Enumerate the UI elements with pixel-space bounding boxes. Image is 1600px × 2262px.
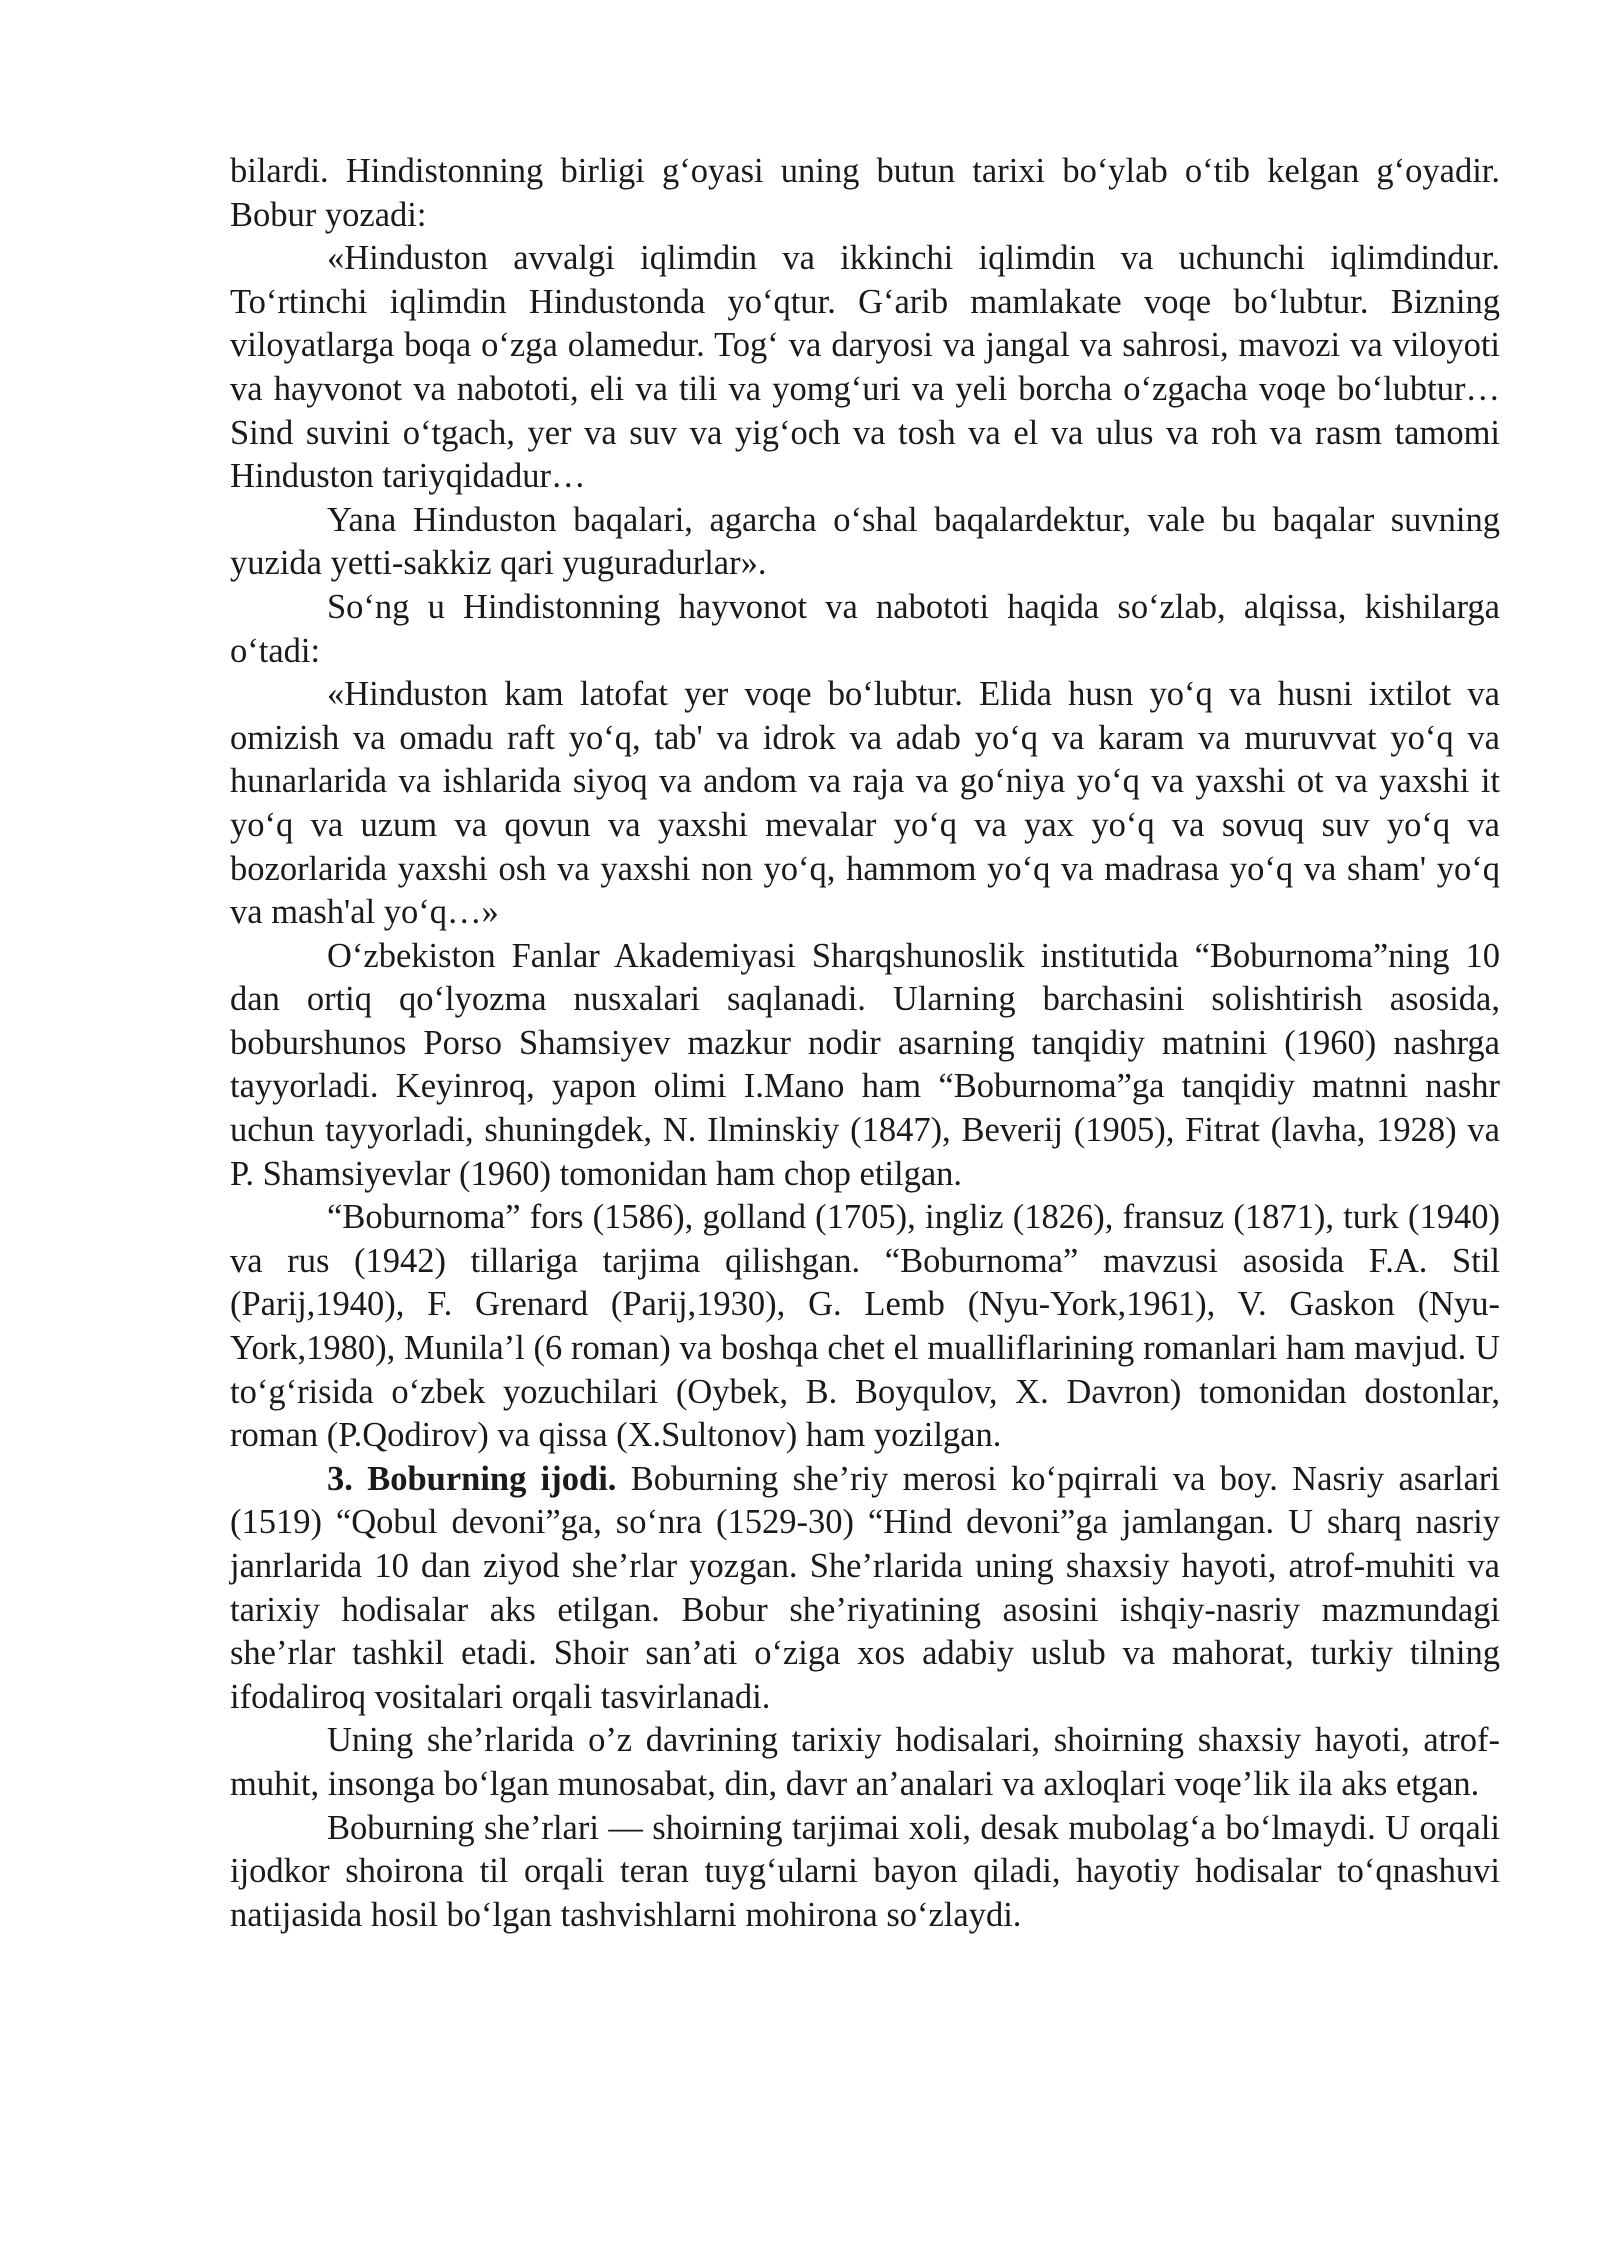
paragraph-quote-hinduston-climate: «Hinduston avvalgi iqlimdin va ikkinchi iqlimdin va uchunchi iqlimdindur. To‘rtinchi iqlimdin Hindustonda yo‘qtur. G‘arib mamlakate voqe bo‘lubtur. Bizning viloyatlarga boqa o‘zga olamedur. Tog‘ va daryosi va jangal va sahrosi, mavozi va viloyoti va hayvonot va nabototi, eli va tili va yomg‘uri va yeli borcha o‘zgacha voqe bo‘lubtur… Sind suvini o‘tgach, yer va suv va yig‘och va tosh va el va ulus va roh va rasm tamomi Hinduston tariyqidadur… (230, 239, 1500, 496)
paragraph-continuation: bilardi. Hindistonning birligi g‘oyasi uning butun tarixi bo‘ylab o‘tib kelgan g‘oyadir. Bobur yozadi: (230, 152, 1500, 234)
paragraph-poems-biography: Boburning she’rlari — shoirning tarjimai xoli, desak mubolag‘a bo‘lmaydi. U orqali ijodkor shoirona til orqali teran tuyg‘ularni bayon qiladi, hayotiy hodisalar to‘qnashuvi natijasida hosil bo‘lgan tashvishlarni mohirona so‘zlaydi. (230, 1808, 1500, 1934)
paragraph-quote-hinduston-people: «Hinduston kam latofat yer voqe bo‘lubtur. Elida husn yo‘q va husni ixtilot va omizish va omadu raft yo‘q, tab' va idrok va adab yo‘q va karam va muruvvat yo‘q va hunarlarida va ishlarida siyoq va andom va raja va go‘niya yo‘q va yaxshi ot va yaxshi it yo‘q va uzum va qovun va yaxshi mevalar yo‘q va yax yo‘q va sovuq suv yo‘q va bozorlarida yaxshi osh va yaxshi non yo‘q, hammom yo‘q va madrasa yo‘q va sham' yo‘q va mash'al yo‘q…» (230, 675, 1500, 932)
section-body-text: Boburning she’riy merosi ko‘pqirrali va boy. Nasriy asarlari (1519) “Qobul devoni”ga, so‘nra (1529-30) “Hind devoni”ga jamlangan. U sharq nasriy janrlarida 10 dan ziyod she’rlar yozgan. She’rlarida uning shaxsiy hayoti, atrof-muhiti va tarixiy hodisalar aks etilgan. Bobur she’riyatining asosini ishqiy-nasriy mazmundagi she’rlar tashkil etadi. Shoir san’ati o‘ziga xos adabiy uslub va mahorat, turkiy tilning ifodaliroq vositalari orqali tasvirlanadi. (230, 1459, 1500, 1716)
paragraph-transition: So‘ng u Hindistonning hayvonot va nabototi haqida so‘zlab, alqissa, kishilarga o‘tadi: (230, 587, 1500, 670)
document-page (230, 150, 1500, 1937)
paragraph-quote-frogs: Yana Hinduston baqalari, agarcha o‘shal baqalardektur, vale bu baqalar suvning yuzida yetti-sakkiz qari yuguradurlar». (230, 500, 1500, 583)
paragraph-translations: “Boburnoma” fors (1586), golland (1705), ingliz (1826), fransuz (1871), turk (1940) va rus (1942) tillariga tarjima qilishgan. “Boburnoma” mavzusi asosida F.A. Stil (Parij,1940), F. Grenard (Parij,1930), G. Lemb (Nyu-York,1961), V. Gaskon (Nyu-York,1980), Munila’l (6 roman) va boshqa chet el mualliflarining romanlari ham mavjud. U to‘g‘risida o‘zbek yozuchilari (Oybek, B. Boyqulov, X. Davron) tomonidan dostonlar, roman (P.Qodirov) va qissa (X.Sultonov) ham yozilgan. (230, 1198, 1500, 1455)
paragraph-manuscripts: O‘zbekiston Fanlar Akademiyasi Sharqshunoslik institutida “Boburnoma”ning 10 dan ortiq qo‘lyozma nusxalari saqlanadi. Ularning barchasini solishtirish asosida, boburshunos Porso Shamsiyev mazkur nodir asarning tanqidiy matnini (1960) nashrga tayyorladi. Keyinroq, yapon olimi I.Mano ham “Boburnoma”ga tanqidiy matnni nashr uchun tayyorladi, shuningdek, N. Ilminskiy (1847), Beverij (1905), Fitrat (lavha, 1928) va P. Shamsiyevlar (1960) tomonidan ham chop etilgan. (230, 936, 1500, 1193)
section-heading: 3. Boburning ijodi. (327, 1459, 617, 1498)
paragraph-poems-themes: Uning she’rlarida o’z davrining tarixiy hodisalari, shoirning shaxsiy hayoti, atrof-muhit, insonga bo‘lgan munosabat, din, davr an’analari va axloqlari voqe’lik ila aks etgan. (230, 1721, 1500, 1803)
paragraph-section-3 (230, 1458, 1500, 1720)
